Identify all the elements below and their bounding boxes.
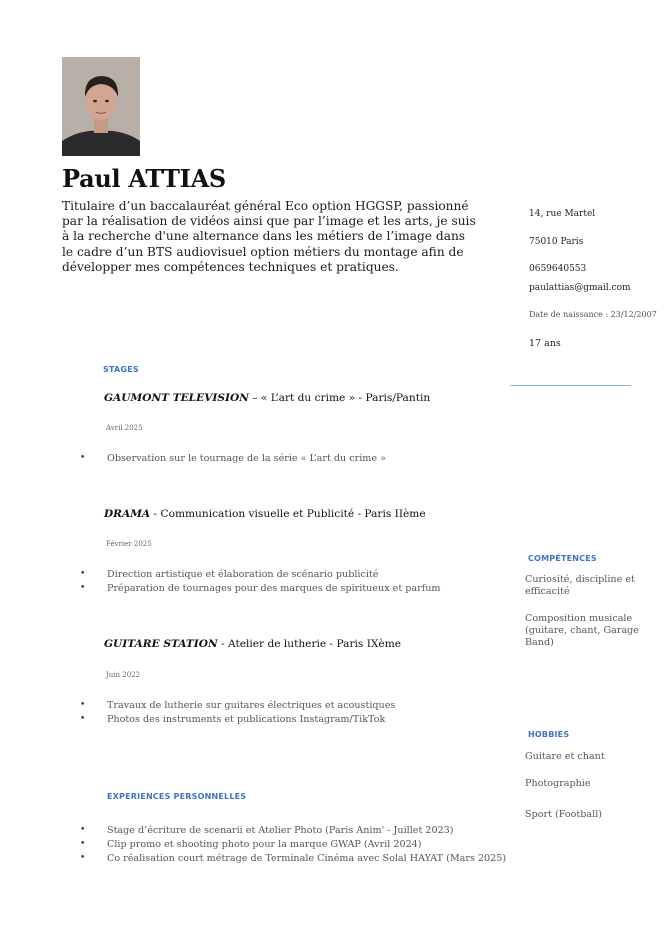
contact-age: 17 ans — [529, 338, 561, 349]
list-item-text: Co réalisation court métrage de Terminale Cinéma avec Solal HAYAT (Mars 2025) — [107, 853, 507, 864]
job-title-drama — [104, 508, 426, 520]
bullet-icon: • — [80, 700, 86, 710]
job-date: Avril 2025 — [106, 424, 143, 432]
list-item-text: Travaux de lutherie sur guitares électriques et acoustiques — [107, 700, 396, 711]
skill-item: Curiosité, discipline et efficacité — [525, 574, 635, 598]
personal-experiences-heading: EXPERIENCES PERSONNELLES — [107, 792, 247, 801]
job-date: Février 2025 — [106, 540, 152, 548]
list-item-text: Photos des instruments et publications Instagram/TikTok — [107, 714, 386, 725]
job-company: GUITARE STATION — [104, 638, 218, 650]
hobby-item: Sport (Football) — [525, 809, 603, 820]
bullet-icon: • — [80, 714, 86, 724]
bullet-icon: • — [80, 853, 86, 863]
contact-city: 75010 Paris — [529, 237, 584, 247]
list-item-text: Préparation de tournages pour des marques de spiritueux et parfum — [107, 583, 441, 594]
intro-paragraph: Titulaire d’un baccalauréat général Eco option HGGSP, passionné par la réalisation de vidéos ainsi que par l’image et les arts, je suis à la recherche d'une alternance dans les métiers de l’image dans le cadre d’un BTS audiovisuel option métiers du montage afin de développer mes compétences techniques et pratiques. — [62, 199, 476, 274]
bullet-icon: • — [80, 453, 86, 463]
bullet-icon: • — [80, 583, 86, 593]
skills-heading: COMPÉTENCES — [528, 554, 597, 563]
list-item-text: Stage d’écriture de scenarii et Atelier Photo (Paris Anim' - Juillet 2023) — [107, 825, 454, 836]
contact-birth-date: Date de naissance : 23/12/2007 — [529, 310, 657, 319]
list-item-text: Direction artistique et élaboration de scénario publicité — [107, 569, 379, 580]
bullet-icon: • — [80, 569, 86, 579]
contact-address: 14, rue Martel — [529, 209, 596, 219]
job-date: Juin 2022 — [106, 671, 141, 679]
job-company: GAUMONT TELEVISION — [104, 392, 249, 404]
job-title-gaumont — [104, 392, 430, 404]
hobbies-heading: HOBBIES — [528, 730, 570, 739]
job-details: - Atelier de lutherie - Paris IXème — [217, 638, 402, 650]
list-item-text: Observation sur le tournage de la série « L’art du crime » — [107, 453, 386, 464]
hobby-item: Guitare et chant — [525, 751, 605, 762]
bullet-icon: • — [80, 839, 86, 849]
profile-photo — [62, 57, 140, 156]
skill-item: Composition musicale (guitare, chant, Garage Band) — [525, 613, 639, 649]
portrait-photo-icon — [62, 57, 140, 156]
hobby-item: Photographie — [525, 778, 591, 789]
job-title-guitare-station — [104, 638, 401, 650]
bullet-icon: • — [80, 825, 86, 835]
contact-email: paulattias@gmail.com — [529, 283, 631, 293]
stages-heading: STAGES — [103, 365, 139, 374]
job-details: – « L’art du crime » - Paris/Pantin — [248, 392, 431, 404]
contact-phone: 0659640553 — [529, 264, 587, 274]
list-item-text: Clip promo et shooting photo pour la marque GWAP (Avril 2024) — [107, 839, 422, 850]
job-company: DRAMA — [104, 508, 151, 520]
contact-divider — [510, 385, 631, 386]
candidate-name: Paul ATTIAS — [62, 164, 226, 193]
job-details: - Communication visuelle et Publicité - Paris IIème — [150, 508, 426, 520]
